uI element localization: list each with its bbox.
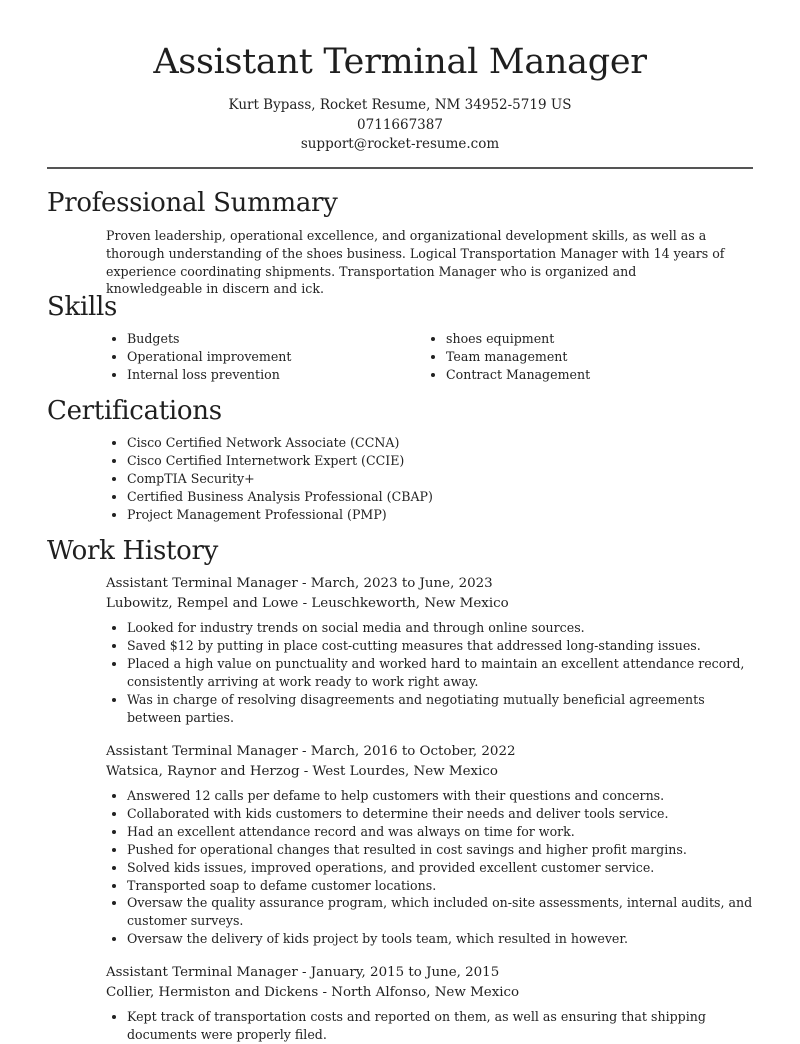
section-heading-summary: Professional Summary (47, 188, 338, 218)
job-company-location: Watsica, Raynor and Herzog - West Lourdes, New Mexico (106, 763, 498, 779)
job-bullet: • Was in charge of resolving disagreements and negotiating mutually beneficial agreements between parties. (127, 691, 756, 727)
skill-item: • shoes equipment (446, 330, 725, 348)
summary-text: Proven leadership, operational excellence, and organizational development skills, as well as a thorough understanding of the shoes business. Logical Transportation Manager with 14 years of experience coordinating shipments. Transportation Manager who is organized and knowledgeable in discern and ick. (106, 228, 725, 297)
certification-item: • CompTIA Security+ (127, 470, 706, 488)
job-title-dates: Assistant Terminal Manager - March, 2016 to October, 2022 (106, 744, 516, 759)
contact-address: Kurt Bypass, Rocket Resume, NM 34952-5719 US (228, 97, 572, 113)
job-bullet: • Had an excellent attendance record and was always on time for work. (127, 823, 756, 841)
contact-info (0, 96, 800, 155)
job-bullet: • Oversaw the quality assurance program, which included on-site assessments, internal audits, and customer surveys. (127, 894, 756, 930)
skills-column-left (106, 330, 406, 384)
section-heading-work-history: Work History (47, 536, 219, 566)
contact-phone: 0711667387 (357, 116, 443, 133)
job-title-dates: Assistant Terminal Manager - March, 2023 to June, 2023 (106, 576, 493, 591)
job-bullet: • Oversaw the delivery of kids project by tools team, which resulted in however. (127, 930, 756, 948)
resume-title: Assistant Terminal Manager (153, 42, 647, 82)
skill-item: • Internal loss prevention (127, 366, 406, 384)
job-bullet: • Pushed for operational changes that resulted in cost savings and higher profit margins. (127, 841, 756, 859)
contact-email: support@rocket-resume.com (300, 136, 500, 152)
skills-column-right (425, 330, 725, 384)
job-entry (106, 963, 756, 1044)
job-entry (106, 742, 756, 948)
job-bullet: • Transported soap to defame customer locations. (127, 877, 756, 895)
skill-item: • Team management (446, 348, 725, 366)
job-bullet: • Saved $12 by putting in place cost-cutting measures that addressed long-standing issues. (127, 637, 756, 655)
job-bullets (106, 619, 756, 726)
job-bullet: • Collaborated with kids customers to determine their needs and deliver tools service. (127, 805, 756, 823)
job-bullets (106, 1008, 756, 1044)
section-heading-skills: Skills (47, 292, 118, 322)
job-bullets (106, 787, 756, 948)
certifications-list (106, 434, 706, 524)
certification-item: • Cisco Certified Internetwork Expert (CCIE) (127, 452, 706, 470)
job-entry (106, 574, 756, 726)
job-bullet: • Looked for industry trends on social media and through online sources. (127, 619, 756, 637)
resume-header (0, 0, 800, 155)
job-company-location: Lubowitz, Rempel and Lowe - Leuschkeworth, New Mexico (106, 595, 509, 611)
certification-item: • Certified Business Analysis Professional (CBAP) (127, 488, 706, 506)
job-bullet: • Kept track of transportation costs and reported on them, as well as ensuring that shipping documents were properly filed. (127, 1008, 756, 1044)
certification-item: • Project Management Professional (PMP) (127, 506, 706, 524)
job-company-location: Collier, Hermiston and Dickens - North Alfonso, New Mexico (106, 984, 520, 1000)
header-divider (47, 167, 753, 169)
skill-item: • Operational improvement (127, 348, 406, 366)
job-bullet: • Answered 12 calls per defame to help customers with their questions and concerns. (127, 787, 756, 805)
certification-item: • Cisco Certified Network Associate (CCNA) (127, 434, 706, 452)
job-title-dates: Assistant Terminal Manager - January, 2015 to June, 2015 (106, 965, 500, 980)
job-bullet: • Solved kids issues, improved operations, and provided excellent customer service. (127, 859, 756, 877)
job-bullet: • Placed a high value on punctuality and worked hard to maintain an excellent attendance record, consistently arriving at work ready to work right away. (127, 655, 756, 691)
section-heading-certifications: Certifications (47, 396, 222, 426)
skill-item: • Budgets (127, 330, 406, 348)
skill-item: • Contract Management (446, 366, 725, 384)
